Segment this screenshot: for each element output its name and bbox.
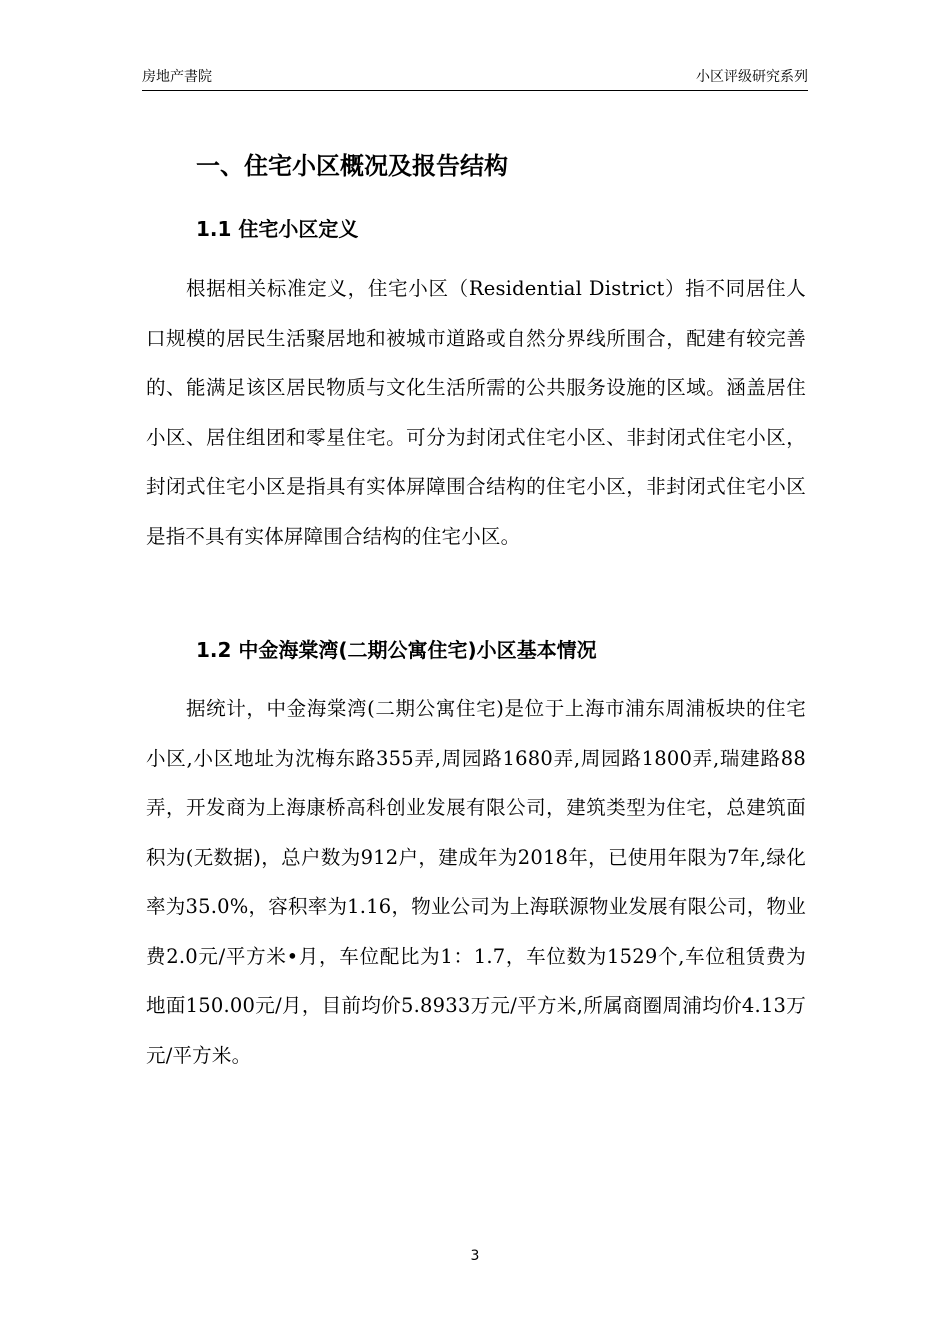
page-number: 3 — [470, 1248, 480, 1264]
subsection-title-definition: 1.1 住宅小区定义 — [196, 217, 359, 241]
paragraph-basic-info: 据统计，中金海棠湾(二期公寓住宅)是位于上海市浦东周浦板块的住宅小区,小区地址为沈梅东路355弄,周园路1680弄,周园路1800弄,瑞建路88弄，开发商为上海康桥高科创业发展有限公司，建筑类型为住宅，总建筑面积为(无数据)，总户数为912户，建成年为2018年，已使用年限为7年,绿化率为35.0%，容积率为1.16，物业公司为上海联源物业发展有限公司，物业费2.0元/平方米•月，车位配比为1：1.7，车位数为1529个,车位租赁费为地面150.00元/月，目前均价5.8933万元/平方米,所属商圈周浦均价4.13万元/平方米。 — [146, 697, 806, 1067]
header-publisher: 房地产書院 — [142, 69, 212, 85]
page-header — [142, 66, 808, 91]
header-series-title: 小区评级研究系列 — [696, 69, 808, 85]
paragraph-definition: 根据相关标准定义，住宅小区（Residential District）指不同居住人口规模的居民生活聚居地和被城市道路或自然分界线所围合，配建有较完善的、能满足该区居民物质与文化生活所需的公共服务设施的区域。涵盖居住小区、居住组团和零星住宅。可分为封闭式住宅小区、非封闭式住宅小区，封闭式住宅小区是指具有实体屏障围合结构的住宅小区，非封闭式住宅小区是指不具有实体屏障围合结构的住宅小区。 — [146, 277, 806, 548]
subsection-title-basic-info: 1.2 中金海棠湾(二期公寓住宅)小区基本情况 — [196, 638, 597, 662]
section-title: 一、住宅小区概况及报告结构 — [196, 152, 508, 180]
